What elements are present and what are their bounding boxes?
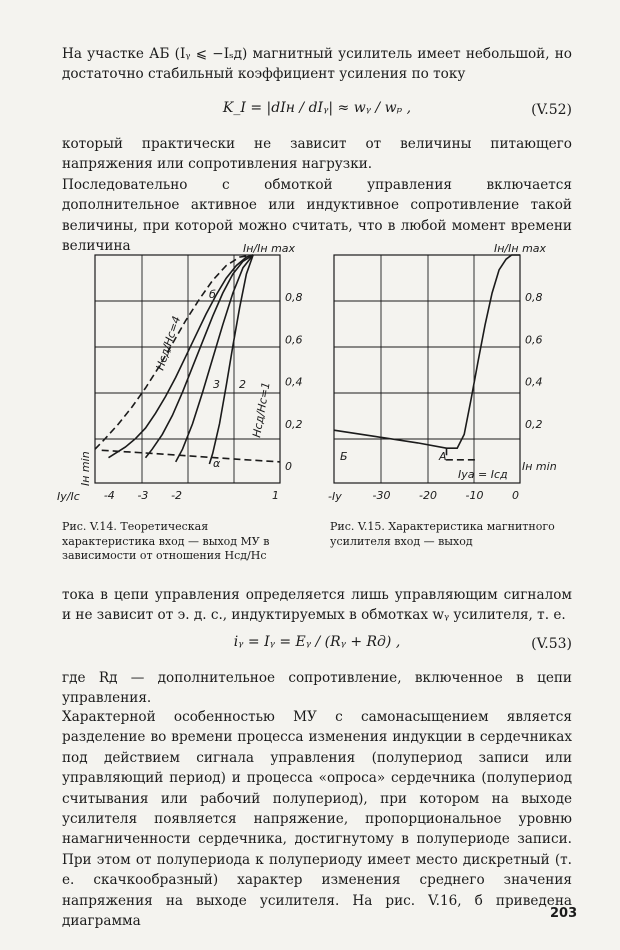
figure-v14	[55, 238, 320, 508]
v15-label-inmin: Iн min	[522, 460, 557, 473]
fig-v14-ytick-4: 0,8	[285, 291, 303, 305]
fig-v15-xtick-2: -10	[465, 489, 484, 502]
figure-v15-grid	[334, 255, 520, 483]
v14-label-inmin: Iн min	[79, 451, 92, 486]
v15-label-a: А	[439, 450, 447, 463]
figure-v15	[322, 238, 572, 508]
figure-v15-frame	[334, 255, 520, 483]
v15-label-b: Б	[340, 450, 348, 463]
paragraph-3: Последовательно с обмоткой управления включается дополнительное активное или индуктивное сопротивление такой величины, при которой можно считать, что в любой момент времени величина	[62, 177, 572, 255]
fig-v14-xtick-0: -4	[103, 489, 115, 502]
v14-label-hsd4: Hсд/Hс=4	[153, 314, 184, 372]
fig-v15-ytick-3: 0,8	[525, 291, 543, 305]
figure-v15-ylabel: Iн/Iн max	[494, 242, 547, 255]
figure-v15-xlabel: -Iy	[328, 490, 342, 503]
fig-v15-ytick-1: 0,4	[525, 375, 543, 389]
fig-v14-series-4	[95, 255, 253, 449]
v14-label-3: 3	[213, 378, 220, 391]
paragraph-6: Характерной особенностью МУ с самонасыщением является разделение во времени процесса изменения индукции в сердечниках под действием сигнала управления (полупериод записи или управляющий период) и процесса «опроса» сердечника (полупериод считывания или рабочий полупериод), при котором на выходе усилителя появляется напряжение, пропорциональное уровню намагниченности сердечника, достигнутому в полупериоде записи. При этом от полупериода к полупериоду имеет место дискретный (т. е. скачкообразный) характер изменения среднего значения напряжения на выходе усилителя. На рис. V.16, б приведена диаграмма	[62, 709, 572, 930]
fig-v15-xtick-3: 0	[512, 489, 519, 502]
fig-v15-series-1	[447, 448, 479, 460]
fig-v15-xtick-1: -20	[419, 489, 437, 502]
fig-v14-ytick-3: 0,6	[285, 333, 303, 347]
fig-v15-xtick-0: -30	[372, 489, 391, 502]
v14-label-b: б	[209, 288, 216, 301]
fig-v14-ytick-2: 0,4	[285, 375, 303, 389]
fig-v14-ytick-0: 0	[285, 460, 292, 474]
page-number: 203	[550, 906, 578, 921]
fig-v14-ytick-1: 0,2	[285, 417, 303, 431]
figure-v14-xlabel: Iy/Ic	[57, 490, 80, 503]
equation-v52-formula: K_I = |dIн / dIᵧ| ≈ wᵧ / wₚ ,	[222, 100, 412, 116]
equation-v53-formula: iᵧ = Iᵧ = Eᵧ / (Rᵧ + Rд) ,	[233, 634, 401, 650]
fig-v14-xtick-3: 1	[272, 489, 279, 502]
fig-v14-xtick-1: -3	[137, 489, 149, 502]
fig-v15-series-0	[334, 255, 520, 448]
paragraph-4: тока в цепи управления определяется лишь управляющим сигналом и не зависит от э. д. с., индуктируемых в обмотках wᵧ усилителя, т. е.	[62, 587, 572, 624]
fig-v14-series-3	[209, 255, 253, 464]
paragraph-1: На участке АБ (Iᵧ ⩽ −Iₛд) магнитный усилитель имеет небольшой, но достаточно стабильный коэффициент усиления по току	[62, 46, 572, 83]
fig-v14-xtick-2: -2	[171, 489, 183, 502]
v15-label-iya: Iyа = Iсд	[458, 468, 508, 481]
equation-v52	[62, 92, 572, 134]
v14-label-2: 2	[239, 378, 246, 391]
figure-v14-ylabel: Iн/Iн max	[243, 242, 296, 255]
fig-v15-ytick-2: 0,6	[525, 333, 543, 347]
fig-v14-series-2	[176, 255, 253, 462]
fig-v14-series-5	[102, 450, 280, 462]
paragraph-2: который практически не зависит от величины питающего напряжения или сопротивления нагрузки.	[62, 136, 572, 173]
equation-v53-number: (V.53)	[531, 636, 572, 652]
paragraph-5: где Rд — дополнительное сопротивление, включенное в цепи управления.	[62, 670, 572, 707]
equation-v53	[62, 626, 572, 668]
figure-v14-caption: Рис. V.14. Теоретическая характеристика вход — выход МУ в зависимости от отношения Hсд/Hс	[62, 520, 270, 562]
figure-v15-caption: Рис. V.15. Характеристика магнитного усилителя вход — выход	[330, 520, 555, 548]
fig-v15-ytick-0: 0,2	[525, 417, 543, 431]
v14-label-alpha: α	[213, 457, 221, 470]
v14-label-hsd1: Hсд/Hс=1	[250, 380, 273, 439]
equation-v52-number: (V.52)	[531, 102, 572, 118]
